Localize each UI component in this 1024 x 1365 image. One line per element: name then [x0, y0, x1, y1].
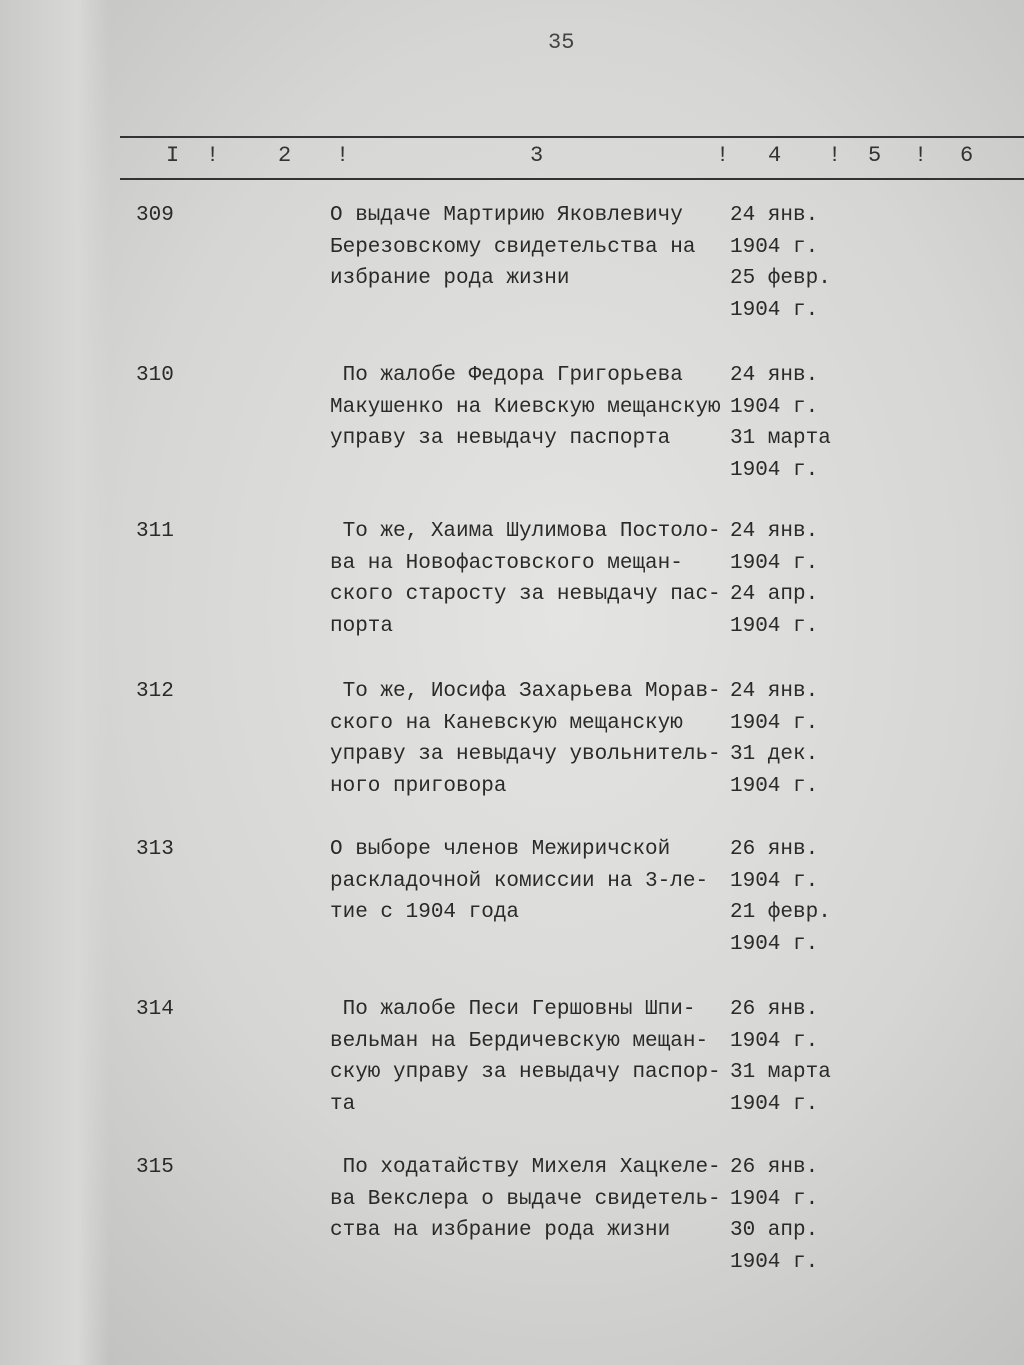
- entry-description: [330, 200, 695, 295]
- description-line: То же, Хаима Шулимова Постоло-: [330, 520, 721, 543]
- header-separator: !: [206, 143, 220, 168]
- header-col-6: 6: [960, 143, 974, 168]
- entry-number: 309: [136, 204, 174, 227]
- description-line: По ходатайству Михеля Хацкеле-: [330, 1156, 721, 1179]
- header-separator: !: [828, 143, 842, 168]
- entry-number: 312: [136, 680, 174, 703]
- entry-number: 313: [136, 838, 174, 861]
- date-line: 1904 г.: [730, 711, 819, 735]
- date-line: 1904 г.: [730, 395, 819, 419]
- description-line: тие с 1904 года: [330, 901, 520, 924]
- date-line: 31 марта: [730, 1061, 831, 1084]
- date-line: 1904 г.: [730, 458, 819, 482]
- description-line: По жалобе Федора Григорьева: [330, 364, 683, 387]
- entry-dates: [730, 676, 818, 802]
- date-line: 26 янв.: [730, 998, 819, 1021]
- entry-number: 315: [136, 1156, 174, 1179]
- description-line: ского старосту за невыдачу пас-: [330, 583, 721, 606]
- description-line: ства на избрание рода жизни: [330, 1219, 671, 1242]
- page-edge-shadow: [0, 0, 110, 1365]
- date-line: 1904 г.: [730, 1029, 819, 1053]
- description-line: О выборе членов Межиричской: [330, 838, 671, 861]
- entry-dates: [730, 200, 831, 326]
- date-line: 1904 г.: [730, 235, 819, 259]
- description-line: ва Векслера о выдаче свидетель-: [330, 1187, 721, 1211]
- date-line: 26 янв.: [730, 838, 819, 861]
- entry-description: [330, 360, 721, 455]
- entry-dates: [730, 994, 831, 1120]
- header-col-5: 5: [868, 143, 882, 168]
- header-separator: !: [336, 143, 350, 168]
- entry-number: 310: [136, 364, 174, 387]
- entry-number: 311: [136, 520, 174, 543]
- date-line: 24 апр.: [730, 583, 819, 606]
- description-line: управу за невыдачу паспорта: [330, 427, 671, 450]
- description-line: та: [330, 1092, 356, 1116]
- date-line: 21 февр.: [730, 901, 831, 924]
- date-line: 1904 г.: [730, 1187, 819, 1211]
- description-line: ва на Новофастовского мещан-: [330, 551, 683, 575]
- header-col-3: 3: [530, 143, 544, 168]
- date-line: 25 февр.: [730, 267, 831, 290]
- description-line: ного приговора: [330, 774, 507, 798]
- description-line: управу за невыдачу увольнитель-: [330, 743, 721, 766]
- description-line: порта: [330, 614, 394, 638]
- header-top-rule: [120, 136, 1024, 138]
- date-line: 1904 г.: [730, 1092, 819, 1116]
- description-line: По жалобе Песи Гершовны Шпи-: [330, 998, 696, 1021]
- date-line: 1904 г.: [730, 1250, 819, 1274]
- entry-dates: [730, 516, 818, 642]
- date-line: 1904 г.: [730, 298, 819, 322]
- date-line: 24 янв.: [730, 520, 819, 543]
- entry-description: [330, 834, 708, 929]
- description-line: Макушенко на Киевскую мещанскую: [330, 395, 721, 419]
- description-line: Березовскому свидетельства на: [330, 235, 696, 259]
- description-line: скую управу за невыдачу паспор-: [330, 1061, 721, 1084]
- date-line: 24 янв.: [730, 364, 819, 387]
- header-separator: !: [716, 143, 730, 168]
- description-line: избрание рода жизни: [330, 267, 570, 290]
- header-col-4: 4: [768, 143, 782, 168]
- description-line: О выдаче Мартирию Яковлевичу: [330, 204, 683, 227]
- date-line: 31 марта: [730, 427, 831, 450]
- date-line: 31 дек.: [730, 743, 819, 766]
- entry-description: [330, 994, 721, 1120]
- page-number: 35: [548, 30, 575, 55]
- date-line: 30 апр.: [730, 1219, 819, 1242]
- date-line: 1904 г.: [730, 614, 819, 638]
- entry-dates: [730, 834, 831, 960]
- header-col-1: I: [166, 143, 180, 168]
- header-bottom-rule: [120, 178, 1024, 180]
- entry-dates: [730, 360, 831, 486]
- entry-dates: [730, 1152, 818, 1278]
- date-line: 1904 г.: [730, 774, 819, 798]
- date-line: 1904 г.: [730, 932, 819, 956]
- date-line: 24 янв.: [730, 204, 819, 227]
- description-line: То же, Иосифа Захарьева Морав-: [330, 680, 721, 703]
- description-line: ского на Каневскую мещанскую: [330, 711, 683, 735]
- date-line: 1904 г.: [730, 551, 819, 575]
- description-line: раскладочной комиссии на 3-ле-: [330, 869, 709, 893]
- date-line: 26 янв.: [730, 1156, 819, 1179]
- header-separator: !: [914, 143, 928, 168]
- date-line: 1904 г.: [730, 869, 819, 893]
- entry-description: [330, 1152, 721, 1247]
- description-line: вельман на Бердичевскую мещан-: [330, 1029, 709, 1053]
- entry-number: 314: [136, 998, 174, 1021]
- date-line: 24 янв.: [730, 680, 819, 703]
- entry-description: [330, 676, 721, 802]
- entry-description: [330, 516, 721, 642]
- header-col-2: 2: [278, 143, 292, 168]
